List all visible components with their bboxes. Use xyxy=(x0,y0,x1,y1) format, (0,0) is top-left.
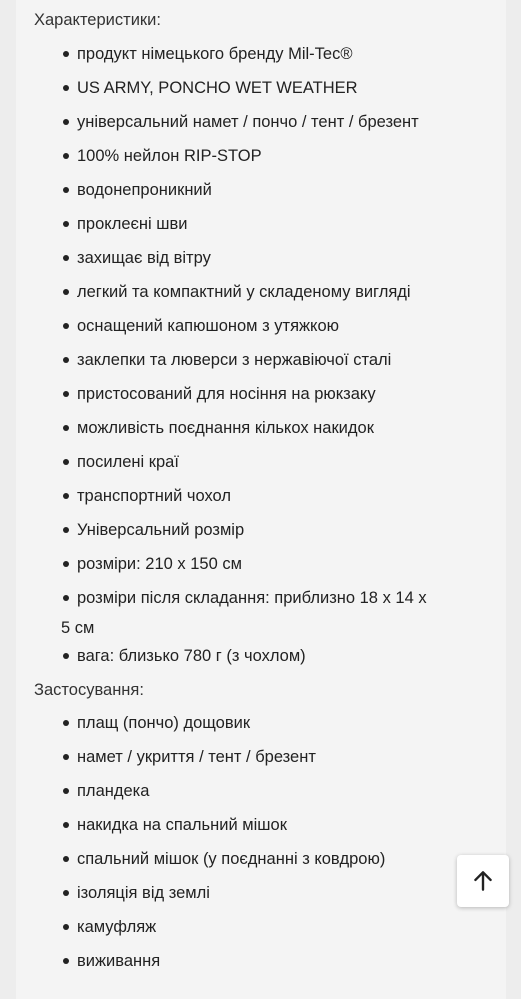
arrow-up-icon xyxy=(470,868,496,894)
bullet-icon xyxy=(63,958,69,964)
bullet-icon xyxy=(63,890,69,896)
bullet-icon xyxy=(63,720,69,726)
bullet-icon xyxy=(63,289,69,295)
bullet-icon xyxy=(63,653,69,659)
bullet-icon xyxy=(63,856,69,862)
characteristics-title: Характеристики: xyxy=(34,11,161,29)
bullet-icon xyxy=(63,357,69,363)
bullet-icon xyxy=(63,822,69,828)
bullet-icon xyxy=(63,119,69,125)
bullet-icon xyxy=(63,425,69,431)
list-item: розміри після складання: приблизно 18 x 14 x 5 см xyxy=(61,589,427,637)
bullet-icon xyxy=(63,493,69,499)
bullet-icon xyxy=(63,153,69,159)
bullet-icon xyxy=(63,788,69,794)
bullet-icon xyxy=(63,595,69,601)
bullet-icon xyxy=(63,527,69,533)
bullet-icon xyxy=(63,391,69,397)
bullet-icon xyxy=(63,51,69,57)
bullet-icon xyxy=(63,924,69,930)
bullet-icon xyxy=(63,187,69,193)
bullet-icon xyxy=(63,323,69,329)
bullet-icon xyxy=(63,459,69,465)
bullet-icon xyxy=(63,85,69,91)
product-description: Характеристики: продукт німецького бренду Mil-Tec® US ARMY, PONCHO WET WEATHER універсальний намет / пончо / тент / брезент 100% нейлон RIP-STOP водонепроникний проклеєні шви захищає від вітру легкий та компактний у складеному вигляді оснащений капюшоном з утяжкою заклепки та люверси з нержавіючої сталі пристосований для носіння на рюкзаку можливість поєднання кількох накидок посилені краї транспортний чохол Універсальний розмір розміри: 210 x 150 см розміри після складання: приблизно 18 x 14 x 5 см вага: близько 780 г (з чохлом) Застосування: плащ (пончо) дощовик намет / укриття / тент / брезент пландека накидка на спальний мішок спальний мішок (у поєднанні з ковдрою) ізоляція від землі камуфляж виживання xyxy=(16,0,506,999)
scroll-to-top-button[interactable] xyxy=(457,855,509,907)
bullet-icon xyxy=(63,221,69,227)
bullet-icon xyxy=(63,255,69,261)
bullet-icon xyxy=(63,754,69,760)
bullet-icon xyxy=(63,561,69,567)
usage-title: Застосування: xyxy=(34,681,144,699)
